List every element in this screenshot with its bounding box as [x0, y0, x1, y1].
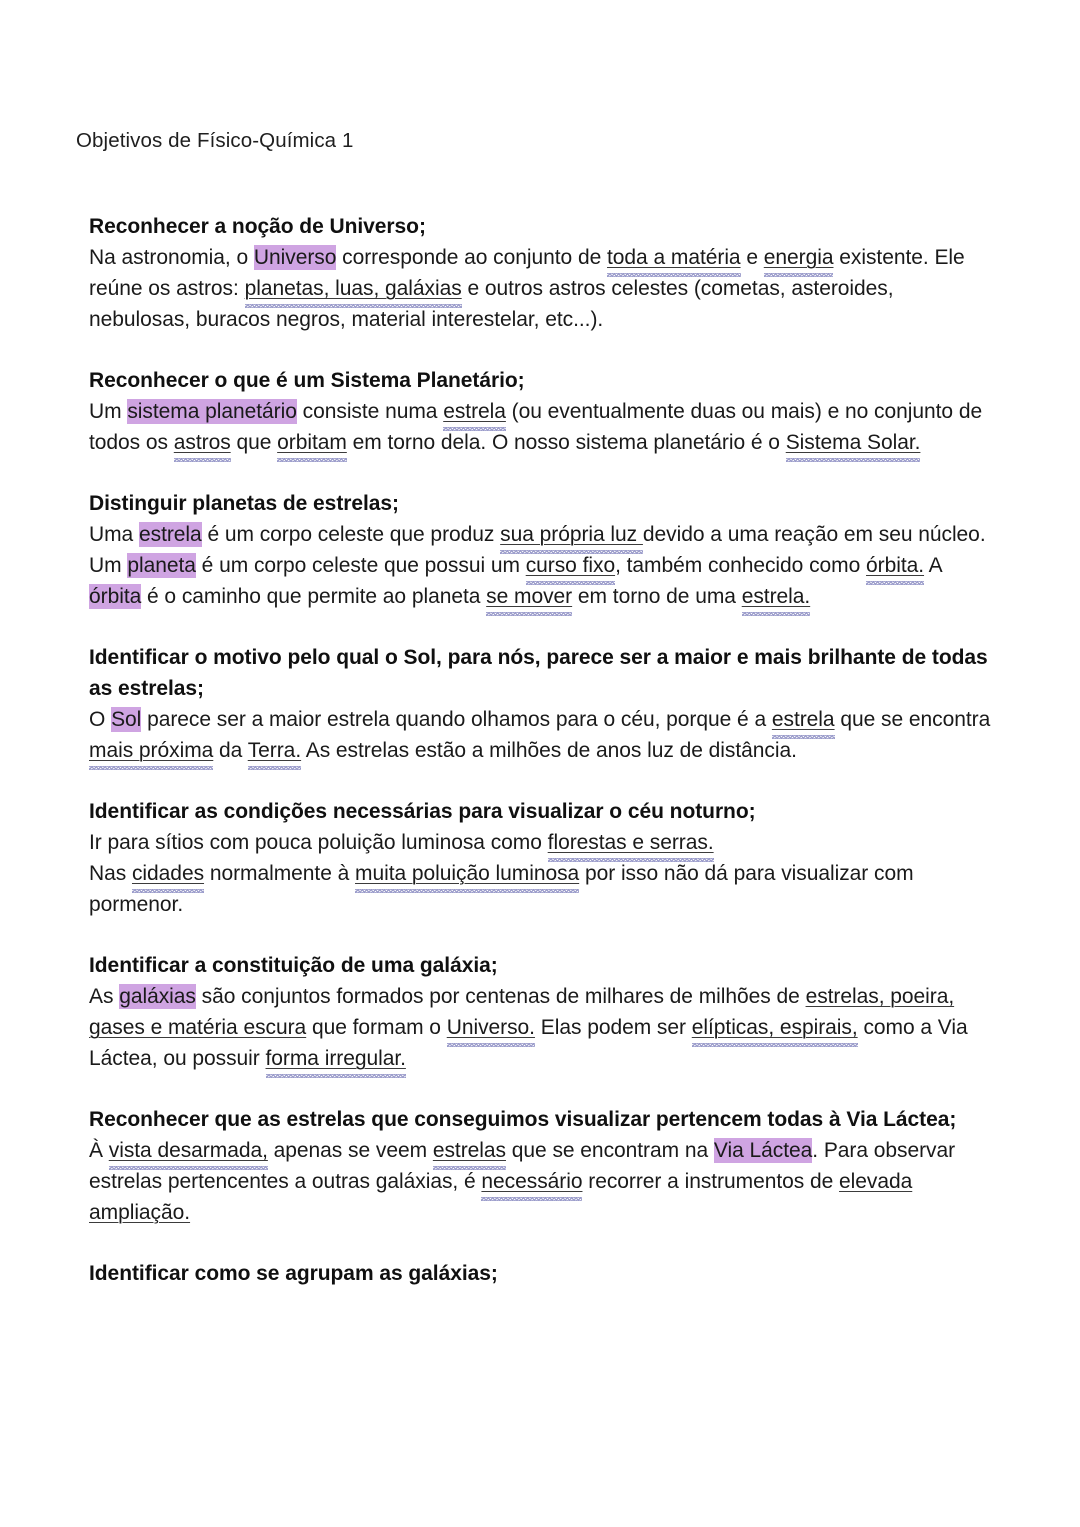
section-heading: Reconhecer o que é um Sistema Planetário;: [89, 369, 525, 392]
section-body: [89, 242, 999, 335]
text-run: são conjuntos formados por centenas de milhares de milhões de: [195, 985, 806, 1008]
text-run: Uma: [89, 523, 139, 546]
section-heading: Reconhecer a noção de Universo;: [89, 215, 426, 238]
page-title: Objetivos de Físico-Química 1: [76, 129, 354, 152]
text-run: da: [213, 739, 248, 762]
spellcheck-run: toda a matéria: [607, 246, 741, 269]
spellcheck-run: orbitam: [277, 431, 347, 454]
spellcheck-run: muita poluição luminosa: [355, 862, 580, 885]
highlight-galaxias: galáxias: [119, 985, 196, 1008]
text-run: O: [89, 708, 112, 731]
highlight-sol: Sol: [111, 708, 142, 731]
text-run: apenas se veem: [267, 1139, 433, 1162]
section-body: [89, 981, 999, 1074]
text-run: em torno de uma: [572, 585, 742, 608]
section-heading: Distinguir planetas de estrelas;: [89, 492, 399, 515]
text-run: existente. Ele reúne os astros:: [89, 246, 965, 300]
text-run: À: [89, 1139, 109, 1162]
section-planetas-estrelas: [89, 488, 999, 612]
section-estrelas-via-lactea: [89, 1104, 999, 1228]
text-run: , também conhecido como: [615, 554, 867, 577]
section-heading: Identificar como se agrupam as galáxias;: [89, 1262, 498, 1285]
spellcheck-run: necessário: [481, 1170, 583, 1193]
text-run: consiste numa: [296, 400, 444, 423]
spellcheck-run: vista desarmada,: [108, 1139, 268, 1162]
text-run: As estrelas estão a milhões de anos luz de distância.: [301, 739, 797, 762]
text-run: parece ser a maior estrela quando olhamos para o céu, porque é a: [141, 708, 772, 731]
spellcheck-run: Universo.: [446, 1016, 535, 1039]
text-run: que se encontram na: [505, 1139, 714, 1162]
text-run: Nas: [89, 862, 132, 885]
spellcheck-run: planetas, luas, galáxias: [244, 277, 462, 300]
spellcheck-run: forma irregular.: [265, 1047, 406, 1070]
highlight-via-lactea: Via Láctea: [713, 1139, 813, 1162]
section-constituicao-galaxia: [89, 950, 999, 1074]
text-run: recorrer a instrumentos de: [582, 1170, 840, 1193]
text-run: normalmente à: [204, 862, 356, 885]
section-sistema-planetario: [89, 365, 999, 458]
text-run: que se encontra: [834, 708, 991, 731]
text-run: como a Via Láctea, ou possuir: [89, 1016, 968, 1070]
spellcheck-run: estrela: [771, 708, 835, 731]
highlight-estrela: estrela: [138, 523, 202, 546]
spellcheck-run: florestas e serras.: [547, 831, 714, 854]
spellcheck-run: Terra.: [247, 739, 302, 762]
text-run: é um corpo celeste que produz: [201, 523, 501, 546]
spellcheck-run: Sistema Solar.: [785, 431, 921, 454]
section-agrupamento-galaxias: [89, 1258, 999, 1289]
text-run: A: [924, 554, 942, 577]
spellcheck-run: estrelas, poeira, gases e matéria escura: [89, 985, 955, 1039]
section-body: [89, 1135, 999, 1228]
document-body: [89, 211, 999, 1289]
spellcheck-run: sua própria luz: [500, 523, 643, 546]
spellcheck-run: elípticas, espirais,: [691, 1016, 858, 1039]
section-body: [89, 827, 999, 920]
text-run: devido a uma reação em seu núcleo.: [642, 523, 986, 546]
section-heading: Identificar a constituição de uma galáxia;: [89, 954, 498, 977]
section-heading: Reconhecer que as estrelas que conseguimos visualizar pertencem todas à Via Láctea;: [89, 1108, 957, 1131]
section-heading: Identificar o motivo pelo qual o Sol, para nós, parece ser a maior e mais brilhante de todas as estrelas;: [89, 646, 988, 700]
text-run: corresponde ao conjunto de: [336, 246, 608, 269]
text-run: em torno dela. O nosso sistema planetário é o: [346, 431, 786, 454]
highlight-sistema-planetario: sistema planetário: [127, 400, 297, 423]
section-universo: [89, 211, 999, 335]
highlight-universo: Universo: [253, 246, 337, 269]
text-run: Na astronomia, o: [89, 246, 254, 269]
spellcheck-run: astros: [173, 431, 231, 454]
text-run: que formam o: [306, 1016, 447, 1039]
highlight-orbita: órbita: [89, 585, 142, 608]
text-run: Um: [89, 400, 128, 423]
text-run: Um: [89, 554, 128, 577]
text-run: e: [740, 246, 764, 269]
text-run: Ir para sítios com pouca poluição luminosa como: [89, 831, 548, 854]
highlight-planeta: planeta: [127, 554, 196, 577]
spellcheck-run: elevada ampliação.: [89, 1170, 913, 1224]
text-run: é o caminho que permite ao planeta: [141, 585, 487, 608]
spellcheck-run: estrelas: [432, 1139, 506, 1162]
text-run: Elas podem ser: [534, 1016, 692, 1039]
text-run: e outros astros celestes (cometas, asteroides, nebulosas, buracos negros, material interestelar, etc...).: [89, 277, 894, 331]
text-run: por isso não dá para visualizar com pormenor.: [89, 862, 914, 916]
spellcheck-run: mais próxima: [89, 739, 214, 762]
section-heading: Identificar as condições necessárias para visualizar o céu noturno;: [89, 800, 756, 823]
text-run: . Para observar estrelas pertencentes a outras galáxias, é: [89, 1139, 956, 1193]
section-body: [89, 519, 999, 612]
section-sol-maior-brilhante: [89, 642, 999, 766]
spellcheck-run: se mover: [486, 585, 573, 608]
section-condicoes-ceu-noturno: [89, 796, 999, 920]
spellcheck-run: órbita.: [866, 554, 925, 577]
section-body: [89, 704, 999, 766]
text-run: As: [89, 985, 120, 1008]
text-run: (ou eventualmente duas ou mais) e no conjunto de todos os: [89, 400, 983, 454]
text-run: é um corpo celeste que possui um: [195, 554, 526, 577]
spellcheck-run: estrela: [443, 400, 506, 423]
spellcheck-run: energia: [763, 246, 834, 269]
section-body: [89, 396, 999, 458]
spellcheck-run: curso fixo: [525, 554, 616, 577]
text-run: que: [230, 431, 278, 454]
spellcheck-run: estrela.: [741, 585, 811, 608]
spellcheck-run: cidades: [131, 862, 205, 885]
